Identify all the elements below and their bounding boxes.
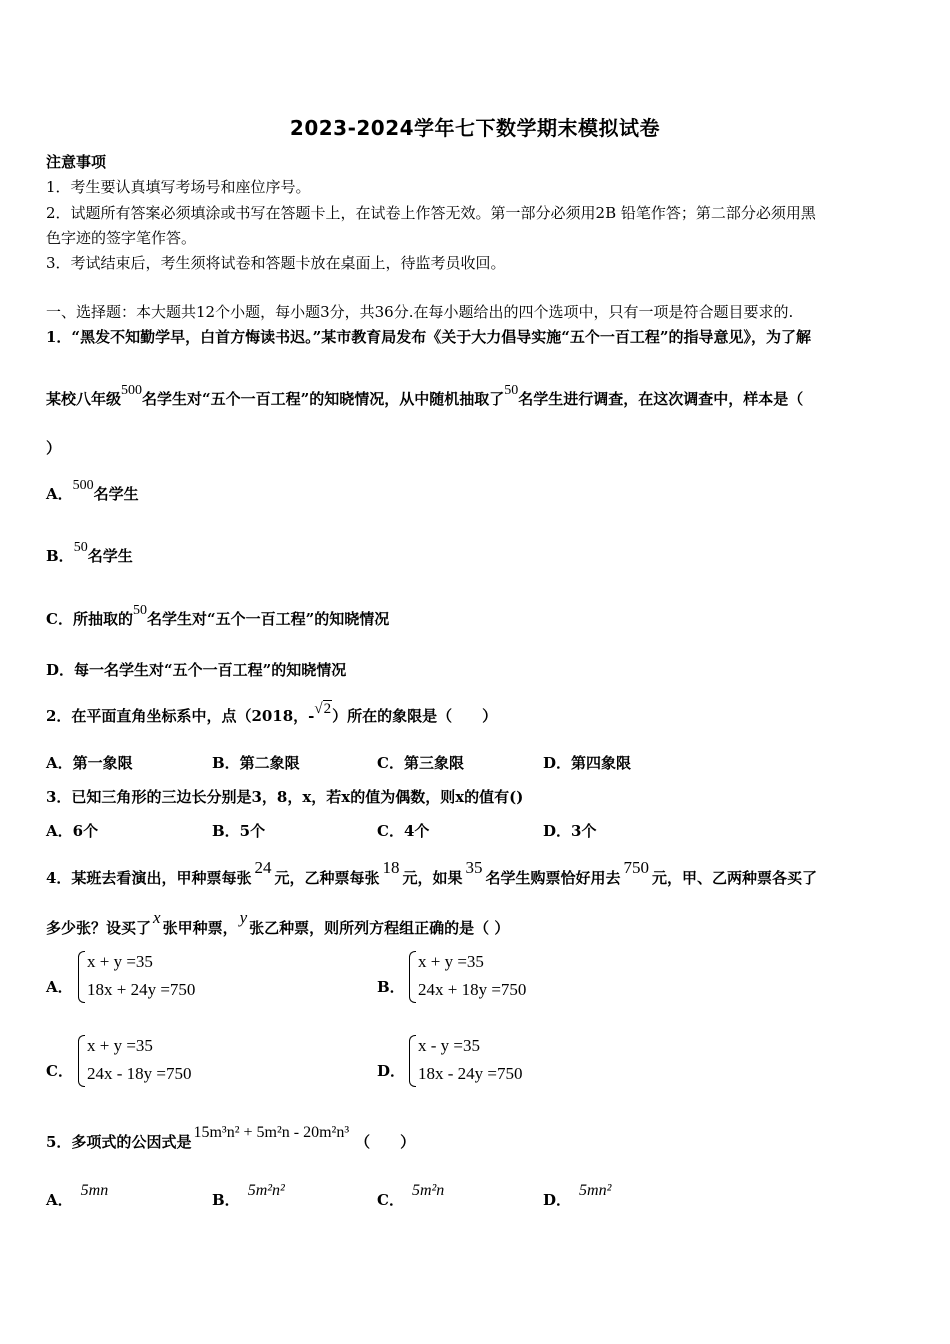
- q4-option-c-label: C．: [46, 1062, 73, 1080]
- notice-item-2-cont: 色字迹的签字笔作答。: [46, 229, 197, 247]
- q3-option-a: A．6个: [46, 822, 99, 840]
- q4-line2: [46, 908, 510, 938]
- q5-paren: （ ）: [355, 1133, 416, 1151]
- q4-text-7: 张甲种票，: [162, 919, 238, 937]
- q5-option-b: [212, 1182, 285, 1211]
- q1-option-a-label: A．: [46, 485, 73, 503]
- brace-icon: [409, 1035, 416, 1087]
- q5-option-d-expr: 5mn²: [579, 1182, 612, 1199]
- q1-option-c-label: C．所抽取的: [46, 610, 133, 628]
- q1-option-a-num: 500: [72, 478, 94, 493]
- q1-option-a: [46, 478, 139, 506]
- q4-var-y: y: [239, 908, 248, 927]
- q4-text-4: 名学生购票恰好用去: [485, 869, 621, 887]
- q2-option-c: C．第三象限: [377, 754, 464, 772]
- q4-count: 35: [465, 858, 483, 877]
- q3-stem: 3．已知三角形的三边长分别是3，8，x，若x的值为偶数，则x的值有(): [46, 788, 524, 806]
- q1-line3: ）: [46, 439, 62, 457]
- brace-icon: [78, 1035, 85, 1087]
- q5-option-d-label: D．: [543, 1191, 572, 1209]
- q5-option-b-expr: 5m²n²: [247, 1182, 285, 1199]
- q4-option-d-system: [418, 1032, 523, 1088]
- q4-price-1: 24: [254, 858, 272, 877]
- q4-option-c-eq2: 24x - 18y =750: [87, 1064, 192, 1083]
- brace-icon: [409, 951, 416, 1003]
- q5-expression: 15m³n² + 5m²n - 20m²n³: [193, 1124, 350, 1141]
- q3-option-c: C．4个: [377, 822, 430, 840]
- q5-option-b-label: B．: [212, 1191, 240, 1209]
- section-heading: 一、选择题：本大题共12个小题，每小题3分，共36分.在每小题给出的四个选项中，只有一项是符合题目要求的.: [46, 303, 794, 321]
- q5-stem-text: 5．多项式的公因式是: [46, 1133, 192, 1151]
- q5-option-a: [46, 1182, 109, 1211]
- q1-option-c-text: 名学生对“五个一百工程”的知晓情况: [146, 610, 390, 628]
- q1-option-d: D．每一名学生对“五个一百工程”的知晓情况: [46, 661, 347, 679]
- q4-option-a-eq2: 18x + 24y =750: [87, 980, 196, 999]
- q1-text-a: 某校八年级: [46, 390, 122, 408]
- q1-option-b-text: 名学生: [87, 547, 133, 565]
- q4-text-1: 4．某班去看演出，甲种票每张: [46, 869, 252, 887]
- q4-option-b-system: [418, 948, 526, 1004]
- q1-option-c: [46, 603, 390, 631]
- q2-stem: [46, 701, 498, 727]
- q1-option-b: [46, 540, 133, 568]
- q4-option-d-label: D．: [377, 1062, 406, 1080]
- q4-option-a-label: A．: [46, 978, 73, 996]
- q2-sqrt-value: 2: [323, 701, 332, 717]
- notice-item-3: 3．考试结束后，考生须将试卷和答题卡放在桌面上，待监考员收回。: [46, 254, 506, 272]
- q5-option-c: [377, 1182, 445, 1211]
- q2-option-b: B．第二象限: [212, 754, 300, 772]
- q2-option-a: A．第一象限: [46, 754, 133, 772]
- q4-text-3: 元，如果: [402, 869, 463, 887]
- q2-option-d: D．第四象限: [543, 754, 632, 772]
- notice-heading: 注意事项: [46, 153, 107, 171]
- q5-option-d: [543, 1182, 612, 1211]
- q5-option-a-label: A．: [46, 1191, 73, 1209]
- q4-option-c-system: [87, 1032, 192, 1088]
- q4-var-x: x: [153, 908, 161, 927]
- q4-price-2: 18: [382, 858, 400, 877]
- q1-num-500: 500: [121, 383, 143, 398]
- q4-option-a-eq1: x + y =35: [87, 952, 153, 971]
- q4-option-d-eq2: 18x - 24y =750: [418, 1064, 523, 1083]
- q4-option-b-eq2: 24x + 18y =750: [418, 980, 527, 999]
- q1-text-b: 名学生对“五个一百工程”的知晓情况，从中随机抽取了: [142, 390, 505, 408]
- q4-text-5: 元，甲、乙两种票各买了: [652, 869, 818, 887]
- q2-sqrt: √2: [314, 701, 332, 717]
- q1-text-c: 名学生进行调查，在这次调查中，样本是（: [518, 390, 804, 408]
- q5-option-a-expr: 5mn: [80, 1182, 109, 1199]
- q5-option-c-label: C．: [377, 1191, 404, 1209]
- q4-option-c-eq1: x + y =35: [87, 1036, 153, 1055]
- q3-option-d: D．3个: [543, 822, 597, 840]
- page-title: 2023-2024学年七下数学期末模拟试卷: [289, 116, 661, 140]
- q3-option-b: B．5个: [212, 822, 266, 840]
- q2-stem-a: 2．在平面直角坐标系中，点（2018，-: [46, 707, 315, 725]
- notice-item-2: 2．试题所有答案必须填涂或书写在答题卡上，在试卷上作答无效。第一部分必须用2B 铅笔作答；第二部分必须用黑: [46, 204, 816, 222]
- q4-option-b-label: B．: [377, 978, 405, 996]
- notice-item-1: 1．考生要认真填写考场号和座位序号。: [46, 178, 311, 196]
- q2-stem-b: ）所在的象限是（ ）: [332, 707, 498, 725]
- q4-text-6: 多少张？设买了: [46, 919, 152, 937]
- q1-option-a-text: 名学生: [93, 485, 139, 503]
- q1-num-50: 50: [504, 383, 519, 398]
- q1-option-b-label: B．: [46, 547, 74, 565]
- q4-total: 750: [623, 858, 649, 877]
- q4-line1: [46, 858, 818, 888]
- q1-line1: 1．“黑发不知勤学早，白首方悔读书迟。”某市教育局发布《关于大力倡导实施“五个一百工程”的指导意见》，为了解: [46, 328, 811, 346]
- q4-option-d-eq1: x - y =35: [418, 1036, 480, 1055]
- q4-text-8: 张乙种票，则所列方程组正确的是（ ）: [249, 919, 510, 937]
- q1-line2: [46, 383, 804, 411]
- q4-text-2: 元，乙种票每张: [274, 869, 380, 887]
- q4-option-a-system: [87, 948, 195, 1004]
- brace-icon: [78, 951, 85, 1003]
- q1-option-b-num: 50: [73, 540, 88, 555]
- q1-option-c-num: 50: [132, 603, 147, 618]
- q5-option-c-expr: 5m²n: [411, 1182, 445, 1199]
- q4-option-b-eq1: x + y =35: [418, 952, 484, 971]
- q5-stem: [46, 1124, 416, 1153]
